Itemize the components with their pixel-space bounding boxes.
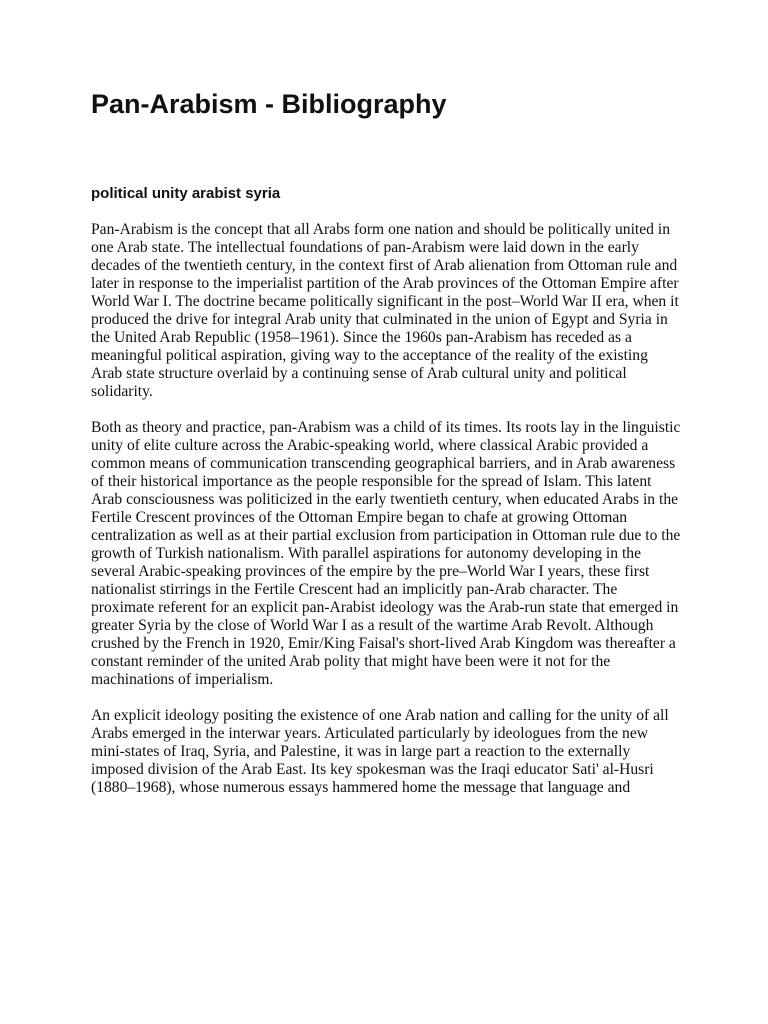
page-title: Pan-Arabism - Bibliography (91, 89, 447, 119)
paragraph-1: Pan-Arabism is the concept that all Arabs form one nation and should be politically united in one Arab state. The intellectual foundations of pan-Arabism were laid down in the early decades of the twentieth century, in the context first of Arab alienation from Ottoman rule and later in response to the imperialist partition of the Arab provinces of the Ottoman Empire after World War I. The doctrine became politically significant in the post–World War II era, when it produced the drive for integral Arab unity that culminated in the union of Egypt and Syria in the United Arab Republic (1958–1961). Since the 1960s pan-Arabism has receded as a meaningful political aspiration, giving way to the acceptance of the reality of the existing Arab state structure overlaid by a continuing sense of Arab cultural unity and political solidarity. (91, 221, 679, 400)
article-body (91, 221, 681, 815)
paragraph-3: An explicit ideology positing the existence of one Arab nation and calling for the unity of all Arabs emerged in the interwar years. Articulated particularly by ideologues from the new mini-states of Iraq, Syria, and Palestine, it was in large part a reaction to the externally imposed division of the Arab East. Its key spokesman was the Iraqi educator Sati' al-Husri (1880–1968), whose numerous essays hammered home the message that language and (91, 707, 669, 796)
paragraph-2: Both as theory and practice, pan-Arabism was a child of its times. Its roots lay in the linguistic unity of elite culture across the Arabic-speaking world, where classical Arabic provided a common means of communication transcending geographical barriers, and in Arab awareness of their historical importance as the people responsible for the spread of Islam. This latent Arab consciousness was politicized in the early twentieth century, when educated Arabs in the Fertile Crescent provinces of the Ottoman Empire began to chafe at growing Ottoman centralization as well as at their partial exclusion from participation in Ottoman rule due to the growth of Turkish nationalism. With parallel aspirations for autonomy developing in the several Arabic-speaking provinces of the empire by the pre–World War I years, these first nationalist stirrings in the Fertile Crescent had an implicitly pan-Arab character. The proximate referent for an explicit pan-Arabist ideology was the Arab-run state that emerged in greater Syria by the close of World War I as a result of the wartime Arab Revolt. Although crushed by the French in 1920, Emir/King Faisal's short-lived Arab Kingdom was thereafter a constant reminder of the united Arab polity that might have been were it not for the machinations of imperialism. (91, 419, 681, 688)
page-subtitle: political unity arabist syria (91, 185, 281, 202)
